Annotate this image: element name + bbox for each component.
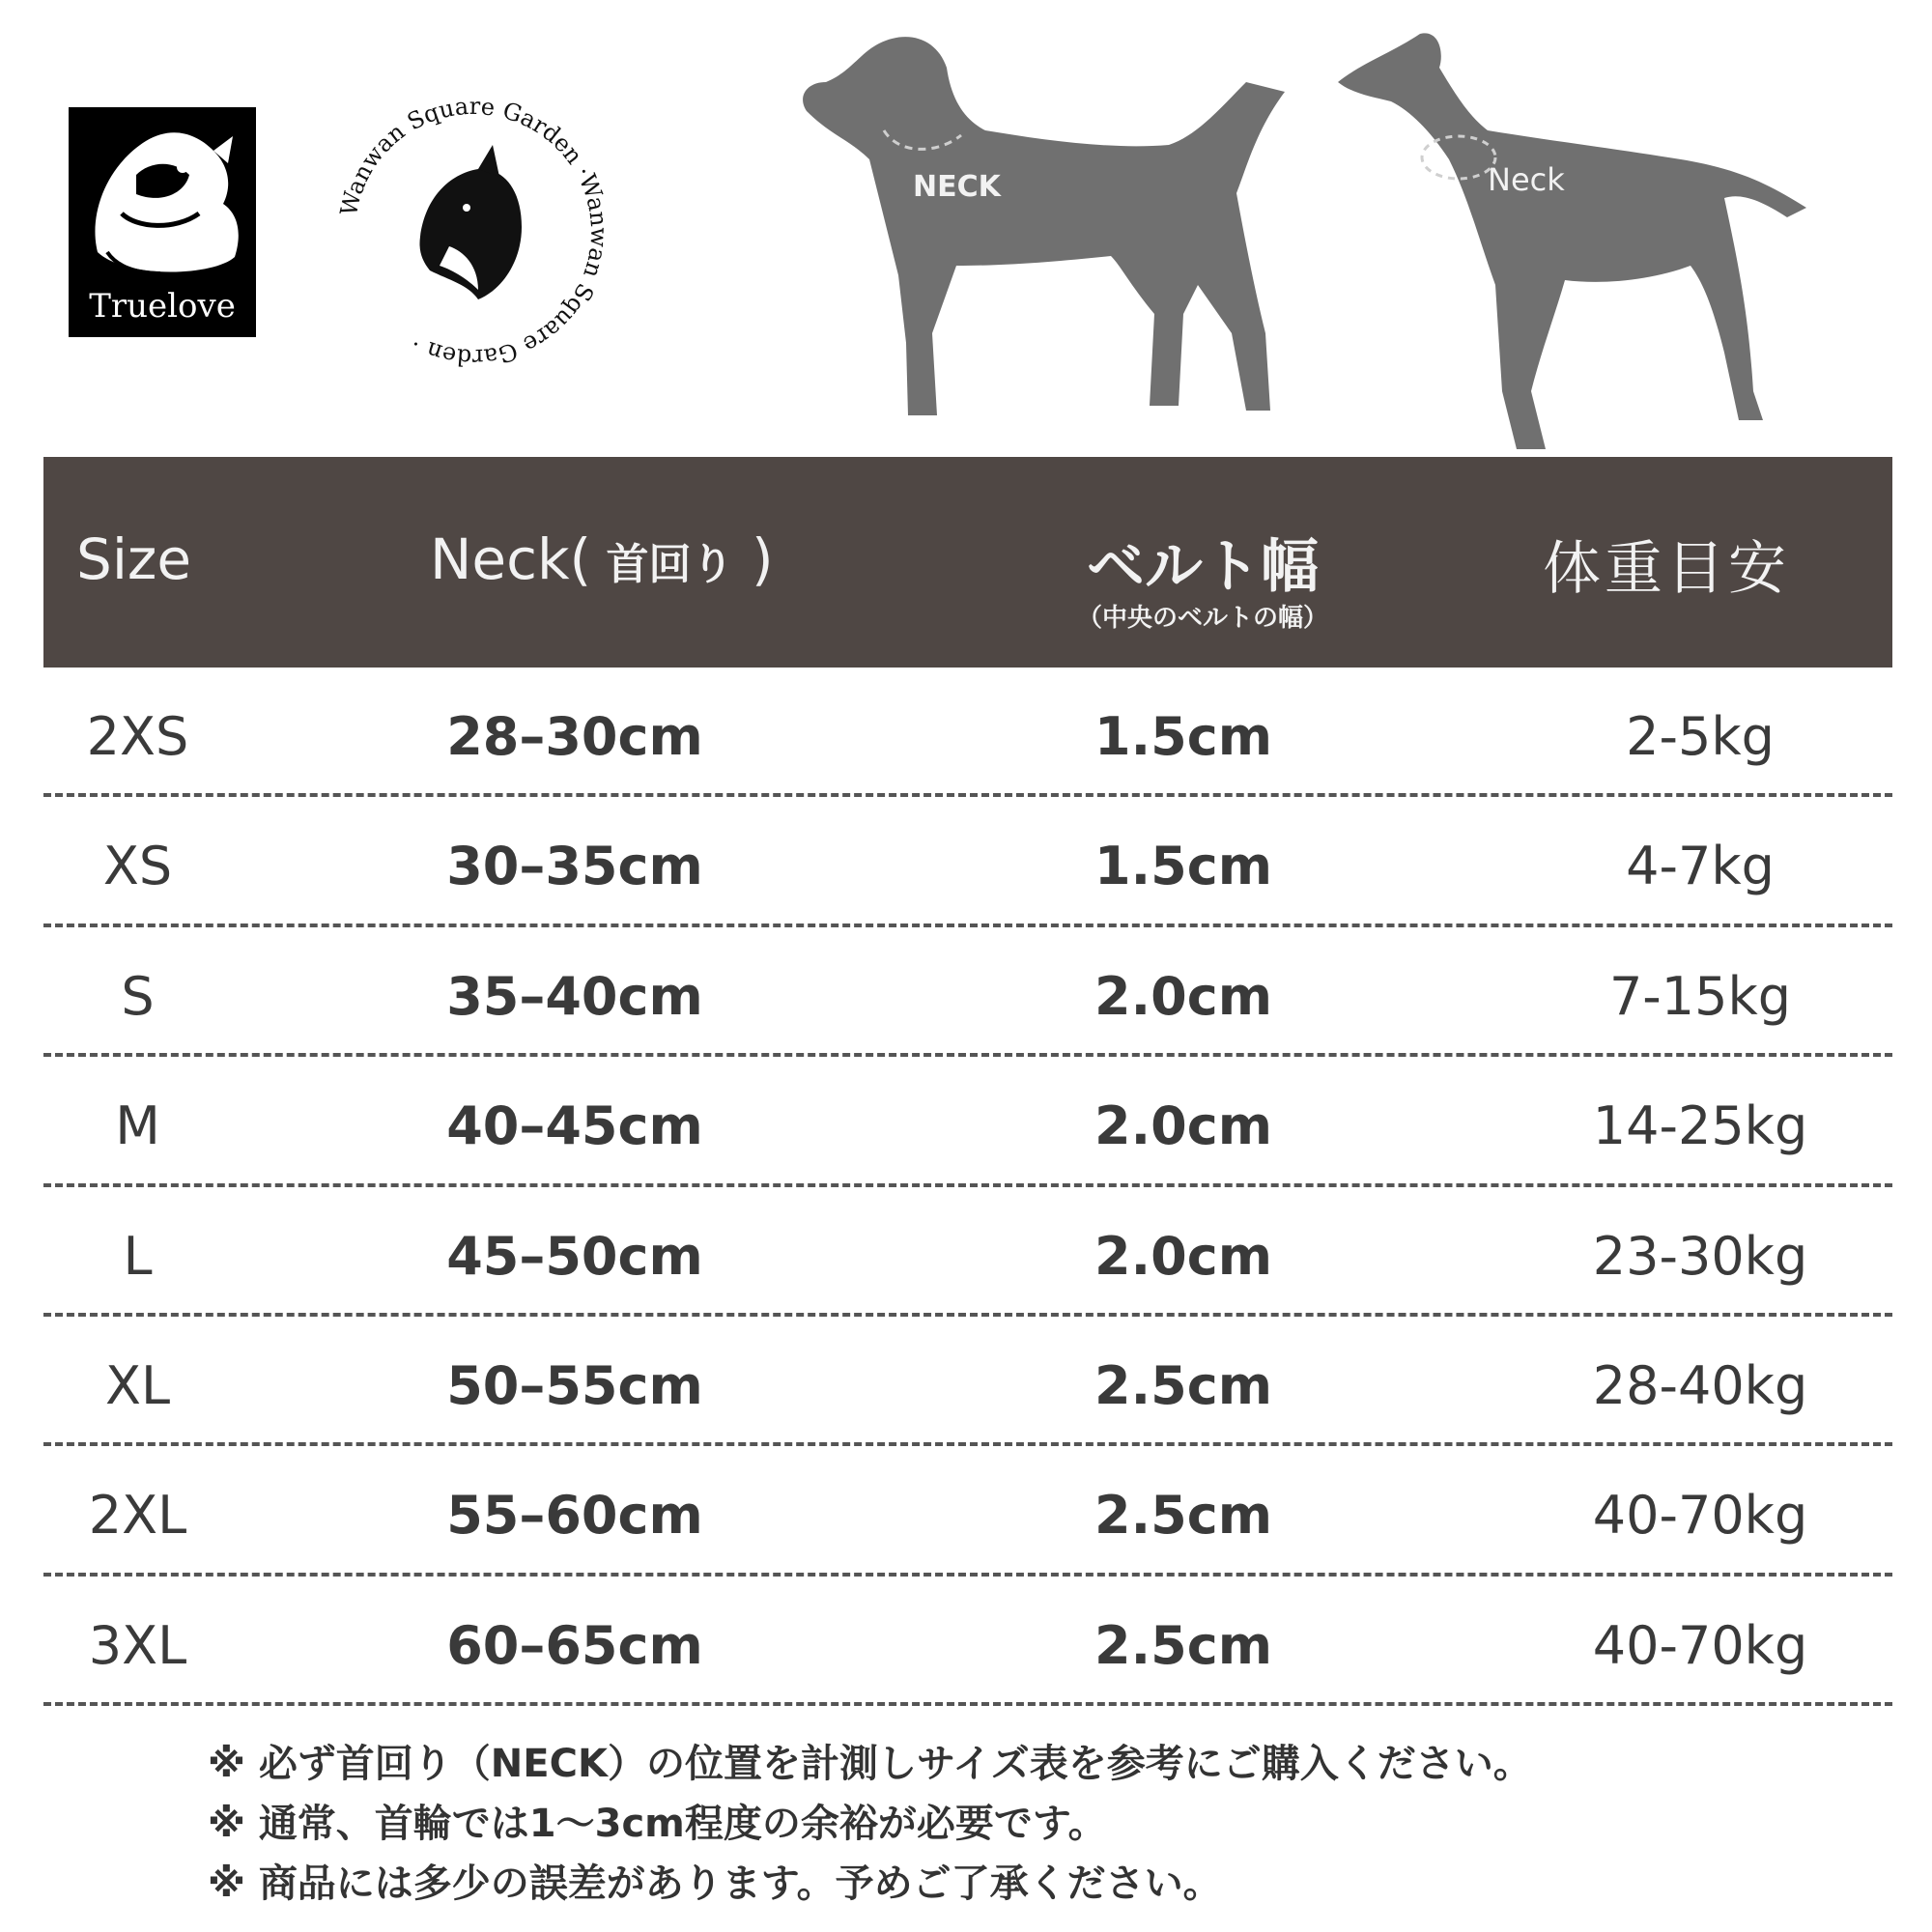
cell-neck: 30–35cm [446, 836, 703, 897]
cell-weight: 28-40kg [1592, 1354, 1808, 1416]
cell-belt: 1.5cm [1094, 706, 1272, 767]
cell-belt: 2.0cm [1094, 965, 1272, 1027]
cell-size: 2XL [88, 1485, 187, 1547]
cell-neck: 60–65cm [446, 1614, 703, 1676]
header-neck-en: Neck( [430, 526, 592, 592]
note-line: ※ 通常、首輪では1～3cm程度の余裕が必要です。 [208, 1802, 1107, 1846]
bulldog-icon [69, 107, 256, 291]
cell-neck: 50–55cm [446, 1354, 703, 1416]
wanwan-ring-text: Wanwan Square Garden ·Wanwan Square Garden · [334, 92, 613, 372]
cell-size: XL [104, 1354, 171, 1416]
header-weight-guide: 体重目安 [1543, 535, 1790, 603]
table-row [43, 797, 1892, 926]
collie-icon [419, 145, 522, 299]
cell-neck: 35–40cm [446, 965, 703, 1027]
truelove-brand-text: Truelove [89, 287, 236, 326]
dog-labrador-silhouette [792, 24, 1294, 435]
table-row [43, 1317, 1892, 1446]
size-table-header [43, 457, 1892, 668]
cell-weight: 7-15kg [1608, 965, 1792, 1027]
cell-size: M [115, 1095, 160, 1157]
note-line: ※ 必ず首回り（NECK）の位置を計測しサイズ表を参考にご購入ください。 [208, 1742, 1532, 1786]
cell-belt: 2.0cm [1094, 1095, 1272, 1157]
cell-neck: 55–60cm [446, 1485, 703, 1547]
table-row [43, 1187, 1892, 1317]
cell-size: XS [102, 836, 173, 897]
dog1-neck-label: NECK [913, 170, 1001, 204]
dog-greyhound-silhouette [1333, 24, 1816, 454]
header-belt-width-sub: （中央のベルトの幅） [1076, 604, 1328, 633]
cell-belt: 2.5cm [1094, 1354, 1272, 1416]
cell-neck: 28–30cm [446, 706, 703, 767]
header-size: Size [76, 526, 192, 592]
cell-weight: 40-70kg [1592, 1485, 1808, 1547]
notes [208, 1734, 1532, 1914]
cell-size: S [121, 965, 155, 1027]
header-neck [430, 526, 774, 592]
cell-belt: 2.5cm [1094, 1614, 1272, 1676]
size-table-body [43, 668, 1892, 1706]
table-row [43, 1446, 1892, 1576]
cell-weight: 14-25kg [1592, 1095, 1808, 1157]
header-neck-close: ) [733, 526, 774, 592]
cell-size: L [123, 1225, 153, 1287]
cell-belt: 2.0cm [1094, 1225, 1272, 1287]
cell-belt: 2.5cm [1094, 1485, 1272, 1547]
cell-weight: 23-30kg [1592, 1225, 1808, 1287]
header-neck-jp: 首回り [591, 540, 734, 589]
note-line: ※ 商品には多少の誤差があります。予めご了承ください。 [208, 1861, 1222, 1906]
truelove-logo [69, 107, 256, 337]
cell-size: 3XL [88, 1614, 187, 1676]
cell-size: 2XS [86, 706, 189, 767]
cell-neck: 45–50cm [446, 1225, 703, 1287]
table-row [43, 1057, 1892, 1186]
table-row [43, 927, 1892, 1057]
table-row [43, 1577, 1892, 1706]
cell-weight: 2-5kg [1626, 706, 1775, 767]
cell-belt: 1.5cm [1094, 836, 1272, 897]
dog2-neck-label: Neck [1488, 161, 1565, 198]
wanwan-logo [333, 92, 613, 372]
header-belt-width: ベルト幅 [1087, 533, 1319, 601]
table-row [43, 668, 1892, 797]
cell-neck: 40–45cm [446, 1095, 703, 1157]
cell-weight: 4-7kg [1626, 836, 1775, 897]
cell-weight: 40-70kg [1592, 1614, 1808, 1676]
